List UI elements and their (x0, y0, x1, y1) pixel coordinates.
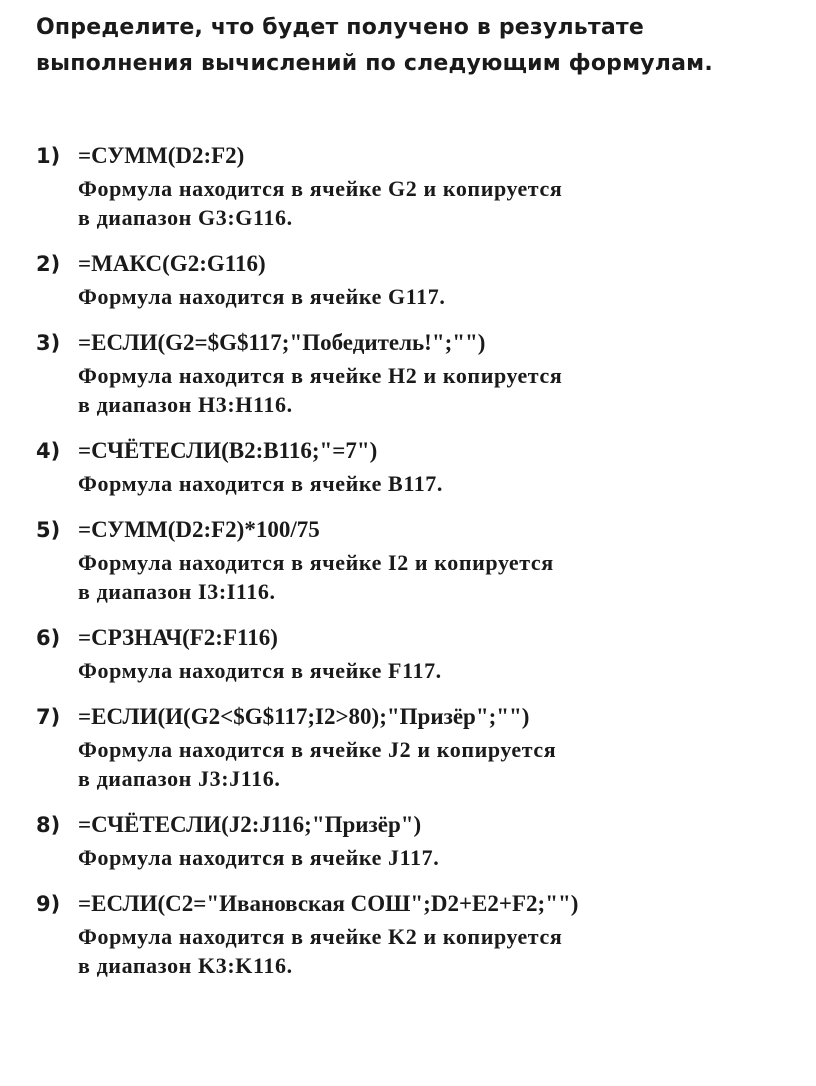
task-number: 6) (36, 626, 61, 650)
task-number: 2) (36, 252, 61, 276)
task-number: 4) (36, 439, 61, 463)
task-number: 5) (36, 518, 61, 542)
formula-task-2 (36, 246, 802, 311)
task-number: 9) (36, 892, 61, 916)
formula-task-1 (36, 138, 802, 232)
task-description: Формула находится в ячейке B117. (78, 471, 444, 496)
formula-task-3 (36, 325, 802, 419)
task-formula: =ЕСЛИ(G2=$G$117;"Победитель!";"") (78, 330, 486, 355)
formula-task-6 (36, 620, 802, 685)
task-formula: =СРЗНАЧ(F2:F116) (78, 625, 278, 650)
task-description: Формула находится в ячейке I2 и копируется в диапазон I3:I116. (78, 550, 554, 604)
task-number: 7) (36, 705, 61, 729)
formula-task-4 (36, 433, 802, 498)
formula-task-list (36, 138, 802, 980)
task-formula: =СУММ(D2:F2) (78, 143, 245, 168)
task-formula: =ЕСЛИ(C2="Ивановская СОШ";D2+E2+F2;"") (78, 891, 579, 916)
task-number: 1) (36, 144, 61, 168)
task-description: Формула находится в ячейке J2 и копируется в диапазон J3:J116. (78, 737, 557, 791)
task-formula: =СУММ(D2:F2)*100/75 (78, 517, 320, 542)
task-description: Формула находится в ячейке J117. (78, 845, 440, 870)
task-formula: =МАКС(G2:G116) (78, 251, 266, 276)
task-description: Формула находится в ячейке K2 и копируется в диапазон K3:K116. (78, 924, 563, 978)
task-description: Формула находится в ячейке G2 и копируется в диапазон G3:G116. (78, 176, 563, 230)
formula-task-5 (36, 512, 802, 606)
task-formula: =СЧЁТЕСЛИ(B2:B116;"=7") (78, 438, 378, 463)
task-number: 3) (36, 331, 61, 355)
task-number: 8) (36, 813, 61, 837)
formula-task-9 (36, 886, 802, 980)
formula-task-8 (36, 807, 802, 872)
task-formula: =ЕСЛИ(И(G2<$G$117;I2>80);"Призёр";"") (78, 704, 530, 729)
task-description: Формула находится в ячейке G117. (78, 284, 446, 309)
task-instructions: Определите, что будет получено в результате выполнения вычислений по следующим формулам. (36, 15, 713, 76)
formula-task-7 (36, 699, 802, 793)
task-description: Формула находится в ячейке H2 и копируется в диапазон H3:H116. (78, 363, 563, 417)
task-description: Формула находится в ячейке F117. (78, 658, 442, 683)
task-formula: =СЧЁТЕСЛИ(J2:J116;"Призёр") (78, 812, 422, 837)
